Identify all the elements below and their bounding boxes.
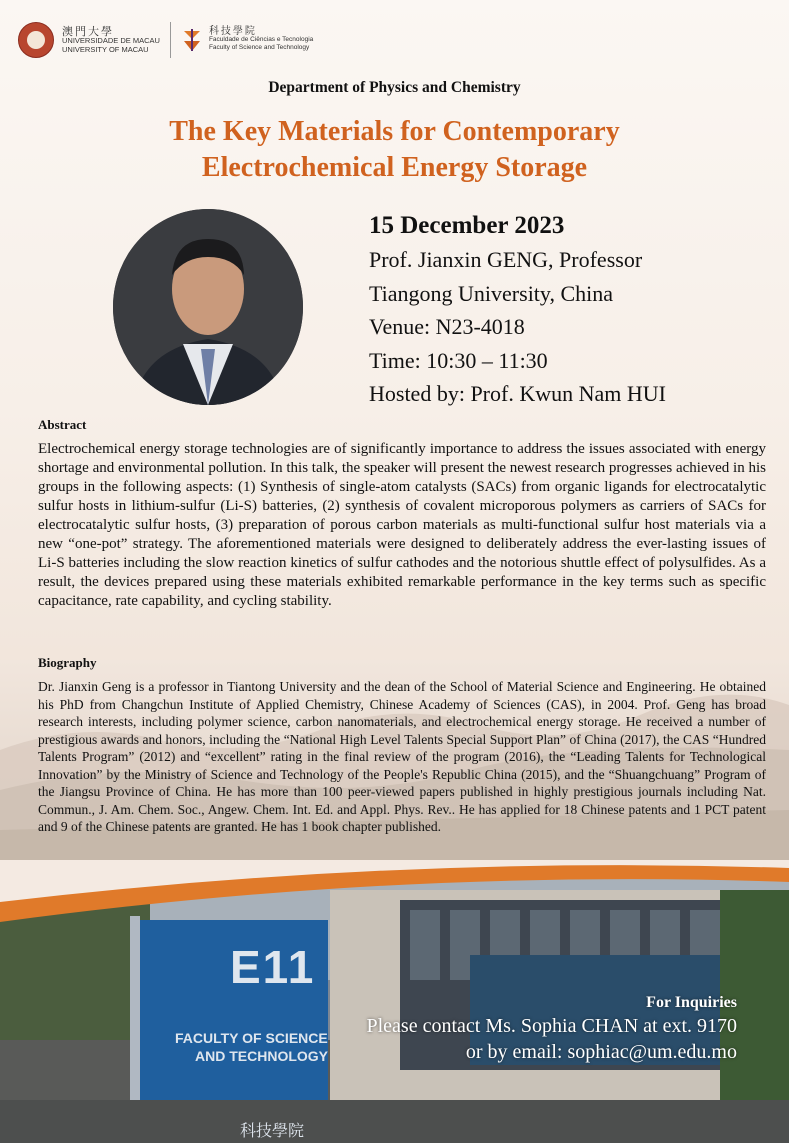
event-date: 15 December 2023 [369, 212, 565, 239]
talk-title: The Key Materials for Contemporary Electrochemical Energy Storage [169, 116, 620, 183]
speaker-portrait-illustration [113, 209, 303, 405]
speaker-affiliation: Tiangong University, China [369, 280, 614, 306]
biography-text: Dr. Jianxin Geng is a professor in Tiantong University and the dean of the School of Material Science and Engineering. He obtained his PhD from Changchun Institute of Applied Chemistry, Chinese Academy of Sciences (CAS), in 2004. Prof. Geng has broad research interests, including polymer science, carbon nanomaterials, and electrochemical energy storage. He received a number of prestigious awards and honors, including the “National High Level Talents Special Support Plan” of China (2017), the CAS “Hundred Talents Program” (2012) and “excellent” rating in the final review of the program (2016), the “Leading Talents for Technological Innovation” by the Ministry of Science and Technology of the People's Republic China (2015), and the “Shuangchuang” Program of the Jiangsu Province of China. He has more than 100 peer-viewed papers published in highly prestigious journals including Nat. Commun., J. Am. Chem. Soc., Angew. Chem. Int. Ed. and Appl. Phys. Rev.. He has applied for 18 Chinese patents and 1 PCT patent and 9 of the Chinese patents are granted. He has 1 book chapter published. [38, 679, 766, 834]
biography-heading: Biography [38, 655, 97, 670]
building-sign [140, 920, 328, 1143]
inquiries-contact: Please contact Ms. Sophia CHAN at ext. 9170 [366, 1015, 737, 1037]
inquiries-block [367, 993, 738, 1065]
event-time: Time: 10:30 – 11:30 [369, 347, 548, 373]
header-logos [18, 20, 313, 60]
event-details [369, 209, 666, 411]
um-seal-icon [18, 22, 54, 58]
speaker-photo [113, 209, 303, 405]
abstract-text: Electrochemical energy storage technologies are of significantly importance to address the issues associated with energy shortage and environmental pollution. In this talk, the speaker will present the newest research progresses achieved in his groups in the following aspects: (1) Synthesis of single-atom catalysts (SACs) from organic ligands for electrocatalytic sulfur hosts in lithium-sulfur (Li-S) batteries, (2) synthesis of covalent microporous polymers as carriers of SACs for electrocatalytic sulfur hosts, (3) preparation of porous carbon materials as multi-functional sulfur host materials via a new “one-pot” strategy. The aforementioned materials were designed to deliberately address the ever-lasting issues of Li-S batteries including the slow reaction kinetics of sulfur cathodes and the notorious shuttle effect of polysulfides. As a result, the devices prepared using these materials exhibited remarkable performance in the key terms such as specific capacitance, rate capability, and cycling stability. [38, 441, 766, 609]
inquiries-heading: For Inquiries [646, 994, 737, 1011]
event-venue: Venue: N23-4018 [369, 314, 525, 339]
sign-faculty-cn: 科技學院 [240, 1121, 305, 1140]
speaker-name: Prof. Jianxin GENG, Professor [369, 247, 643, 272]
inquiries-email: or by email: sophiac@um.edu.mo [465, 1041, 737, 1063]
sign-faculty-line2: AND TECHNOLOGY [195, 1048, 328, 1064]
fst-logo-icon [181, 27, 203, 53]
event-host: Hosted by: Prof. Kwun Nam HUI [369, 381, 666, 406]
logo-divider [170, 22, 171, 58]
um-logo-text: 澳門大學 UNIVERSIDADE DE MACAU UNIVERSITY OF MACAU [62, 24, 160, 54]
department-name: Department of Physics and Chemistry [268, 79, 521, 96]
sign-code: E11 [230, 941, 316, 993]
abstract-heading: Abstract [38, 417, 87, 432]
sign-faculty-line1: FACULTY OF SCIENCE [175, 1030, 328, 1046]
fst-logo-text: 科技學院 Faculdade de Ciências e Tecnologia Faculty of Science and Technology [208, 26, 314, 51]
